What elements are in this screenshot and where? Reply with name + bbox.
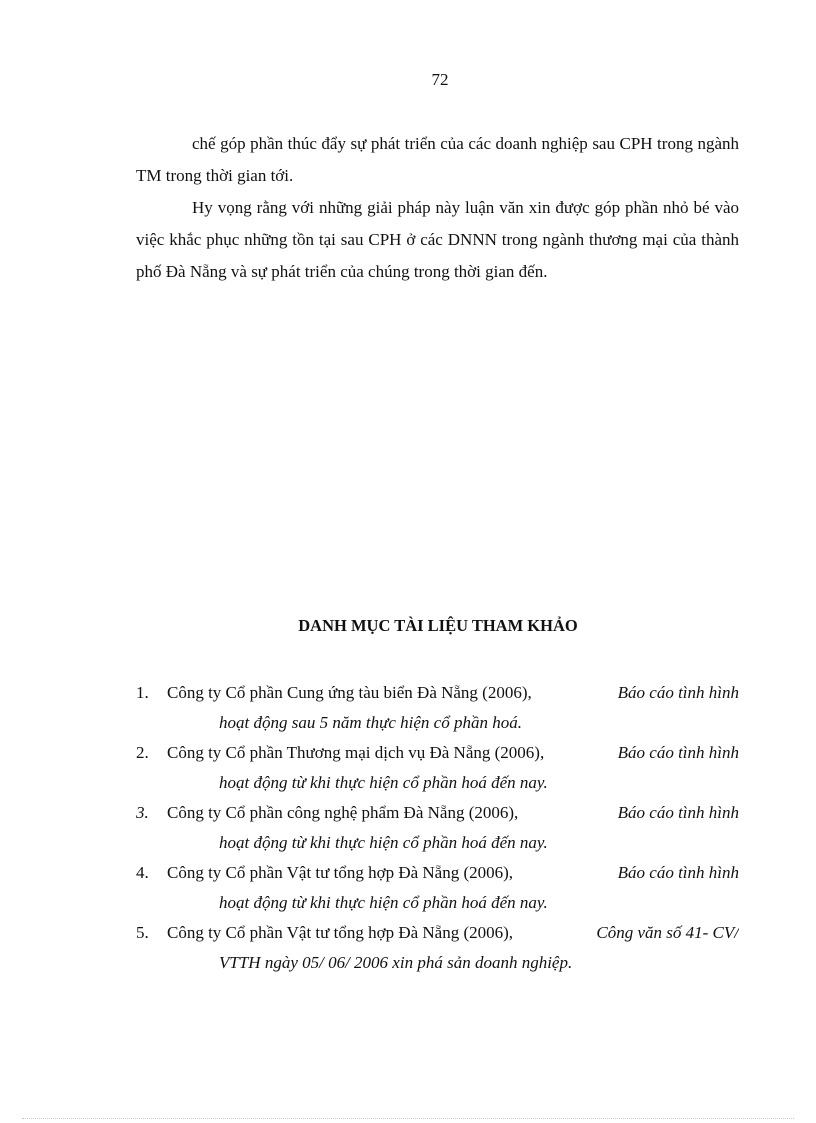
reference-number: 2. <box>136 743 149 762</box>
reference-title: Báo cáo tình hình <box>617 683 739 702</box>
reference-author: Công ty Cổ phần Vật tư tổng hợp Đà Nẵng (2006), <box>167 923 514 942</box>
reference-title-continued: hoạt động từ khi thực hiện cổ phần hoá đến nay. <box>219 833 548 852</box>
reference-title-continued: VTTH ngày 05/ 06/ 2006 xin phá sản doanh nghiệp. <box>219 953 573 972</box>
reference-author: Công ty Cổ phần công nghệ phẩm Đà Nẵng (2006), <box>167 803 519 822</box>
reference-item <box>136 798 739 858</box>
reference-line <box>167 678 739 708</box>
reference-line <box>167 918 739 948</box>
reference-title-continued: hoạt động từ khi thực hiện cổ phần hoá đến nay. <box>219 893 548 912</box>
paragraph: chế góp phần thúc đẩy sự phát triển của các doanh nghiệp sau CPH trong ngành TM trong thời gian tới. <box>136 134 739 185</box>
reference-author: Công ty Cổ phần Thương mại dịch vụ Đà Nẵng (2006), <box>167 743 545 762</box>
reference-title: Báo cáo tình hình <box>617 863 739 882</box>
reference-title: Báo cáo tình hình <box>617 803 739 822</box>
page-number: 72 <box>431 70 449 89</box>
reference-author: Công ty Cổ phần Vật tư tổng hợp Đà Nẵng (2006), <box>167 863 514 882</box>
references-list <box>136 678 739 978</box>
body-text <box>136 128 739 288</box>
reference-line <box>167 798 739 828</box>
reference-line <box>167 738 739 768</box>
reference-item <box>136 918 739 978</box>
reference-title-continued: hoạt động sau 5 năm thực hiện cổ phần hoá. <box>219 713 522 732</box>
paragraph: Hy vọng rằng với những giải pháp này luận văn xin được góp phần nhỏ bé vào việc khắc phục những tồn tại sau CPH ở các DNNN trong ngành thương mại của thành phố Đà Nẵng và sự phát triển của chúng trong thời gian đến. <box>136 198 739 281</box>
reference-number: 4. <box>136 863 149 882</box>
references-title: DANH MỤC TÀI LIỆU THAM KHẢO <box>298 616 578 635</box>
reference-author: Công ty Cổ phần Cung ứng tàu biển Đà Nẵng (2006), <box>167 683 532 702</box>
reference-number: 3. <box>136 803 149 822</box>
reference-item <box>136 678 739 738</box>
reference-line <box>167 858 739 888</box>
reference-title: Báo cáo tình hình <box>617 743 739 762</box>
page-bottom-rule <box>22 1118 794 1119</box>
reference-number: 5. <box>136 923 149 942</box>
reference-title-continued: hoạt động từ khi thực hiện cổ phần hoá đến nay. <box>219 773 548 792</box>
reference-number: 1. <box>136 683 149 702</box>
reference-title: Công văn số 41- CV/ <box>596 923 739 942</box>
reference-item <box>136 738 739 798</box>
reference-item <box>136 858 739 918</box>
